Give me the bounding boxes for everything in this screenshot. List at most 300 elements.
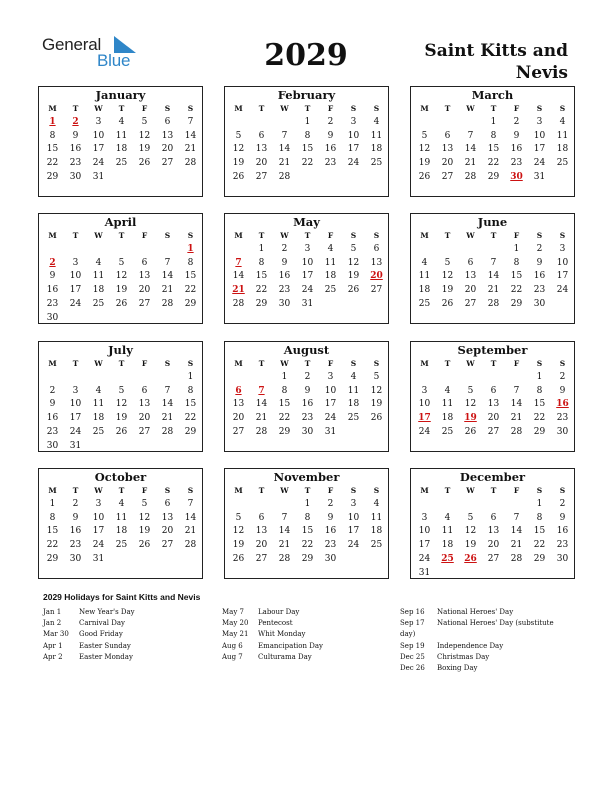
holiday-name: National Heroes' Day	[437, 608, 514, 616]
day-cell: 8	[187, 385, 194, 396]
day-cell: 12	[115, 399, 128, 410]
day-cell: 20	[138, 413, 151, 424]
day-cell: 20	[487, 540, 500, 551]
weekday-header: T	[118, 486, 125, 495]
holiday-row	[400, 618, 570, 640]
day-cell: 21	[255, 413, 268, 424]
holidays-column	[222, 607, 372, 663]
day-cell: 25	[92, 298, 105, 309]
day-cell: 21	[161, 285, 174, 296]
day-cell: 4	[95, 257, 102, 268]
weekday-header: S	[536, 486, 543, 495]
day-cell: 15	[487, 144, 500, 155]
day-cell: 20	[138, 285, 151, 296]
day-cell: 10	[92, 130, 105, 141]
weekday-header: F	[513, 359, 520, 368]
holiday-day-cell: 20	[370, 271, 383, 282]
weekday-header: W	[280, 486, 289, 495]
day-cell: 17	[556, 271, 569, 282]
day-cell: 20	[255, 540, 268, 551]
weekday-header: T	[444, 359, 451, 368]
weekday-header: T	[72, 486, 79, 495]
day-cell: 8	[49, 512, 56, 523]
day-cell: 5	[141, 499, 148, 509]
month-september	[410, 341, 575, 452]
day-cell: 11	[92, 271, 105, 282]
weekday-header: W	[94, 231, 103, 240]
day-cell: 20	[255, 158, 268, 169]
day-cell: 8	[536, 512, 543, 523]
weekday-header: S	[187, 359, 194, 368]
weekday-header: W	[466, 486, 475, 495]
day-cell: 26	[115, 426, 128, 437]
day-cell: 28	[255, 426, 268, 437]
day-cell: 10	[556, 257, 569, 268]
holiday-day-cell: 25	[441, 553, 454, 564]
day-cell: 27	[138, 426, 151, 437]
day-cell: 5	[373, 372, 380, 382]
day-cell: 10	[301, 257, 314, 268]
day-cell: 10	[92, 512, 105, 523]
day-cell: 18	[441, 540, 454, 551]
day-cell: 29	[533, 426, 546, 437]
holiday-name: Emancipation Day	[258, 641, 323, 650]
holiday-name: Good Friday	[79, 630, 123, 639]
day-cell: 5	[141, 117, 148, 127]
day-cell: 9	[559, 512, 566, 523]
day-cell: 20	[161, 526, 174, 537]
day-cell: 31	[533, 171, 546, 182]
day-cell: 12	[347, 257, 360, 268]
day-cell: 28	[510, 553, 523, 564]
day-cell: 21	[161, 413, 174, 424]
day-cell: 14	[161, 271, 174, 282]
day-cell: 28	[278, 171, 291, 182]
day-cell: 17	[301, 271, 314, 282]
day-cell: 31	[92, 171, 105, 182]
day-cell: 4	[373, 117, 380, 127]
day-cell: 18	[441, 413, 454, 424]
day-cell: 17	[347, 526, 360, 537]
day-cell: 2	[513, 117, 520, 127]
day-cell: 5	[235, 512, 242, 523]
holiday-row	[43, 607, 193, 618]
day-cell: 5	[467, 385, 474, 396]
day-cell: 16	[46, 285, 59, 296]
day-cell: 14	[255, 399, 268, 410]
day-cell: 3	[95, 117, 102, 127]
weekday-header: S	[559, 231, 566, 240]
day-cell: 4	[559, 117, 566, 127]
day-cell: 8	[258, 257, 265, 268]
day-cell: 16	[556, 526, 569, 537]
weekday-header: S	[559, 359, 566, 368]
day-cell: 31	[418, 567, 431, 578]
day-cell: 16	[46, 413, 59, 424]
day-cell: 24	[324, 413, 337, 424]
day-cell: 21	[278, 158, 291, 169]
month-december	[410, 468, 575, 579]
holiday-date: Sep 19	[400, 641, 425, 650]
day-cell: 5	[444, 257, 451, 268]
holiday-date: Jan 2	[43, 619, 62, 628]
weekday-header: T	[72, 231, 79, 240]
month-name: January	[95, 88, 146, 102]
day-cell: 15	[255, 271, 268, 282]
day-cell: 7	[164, 385, 171, 396]
holiday-date: Mar 30	[43, 630, 69, 639]
holiday-row	[43, 629, 193, 640]
day-cell: 9	[327, 512, 334, 523]
holiday-name: Labour Day	[258, 608, 300, 616]
day-cell: 15	[301, 526, 314, 537]
month-october	[38, 468, 203, 579]
day-cell: 12	[464, 526, 477, 537]
day-cell: 3	[421, 385, 428, 396]
day-cell: 11	[92, 399, 105, 410]
weekday-header: S	[187, 231, 194, 240]
holiday-name: Independence Day	[437, 641, 504, 650]
day-cell: 28	[232, 298, 245, 309]
holiday-date: Aug 7	[222, 652, 243, 661]
day-cell: 6	[141, 385, 148, 396]
day-cell: 6	[164, 117, 171, 127]
day-cell: 30	[533, 298, 546, 309]
day-cell: 18	[556, 144, 569, 155]
day-cell: 17	[69, 413, 82, 424]
day-cell: 13	[441, 144, 454, 155]
weekday-header: S	[373, 359, 380, 368]
day-cell: 27	[441, 171, 454, 182]
weekday-header: T	[444, 231, 451, 240]
day-cell: 9	[281, 257, 288, 268]
holiday-date: May 7	[222, 608, 244, 616]
day-cell: 13	[255, 144, 268, 155]
weekday-header: S	[350, 231, 357, 240]
day-cell: 11	[441, 399, 454, 410]
holiday-name: Easter Monday	[79, 652, 133, 661]
day-cell: 2	[49, 385, 56, 396]
day-cell: 4	[444, 385, 451, 396]
day-cell: 11	[115, 130, 128, 141]
day-cell: 17	[347, 144, 360, 155]
day-cell: 30	[69, 553, 82, 564]
month-name: November	[273, 470, 340, 484]
day-cell: 25	[324, 285, 337, 296]
weekday-header: W	[466, 231, 475, 240]
holiday-date: Sep 16	[400, 608, 425, 616]
day-cell: 25	[370, 540, 383, 551]
holiday-day-cell: 17	[418, 413, 431, 424]
day-cell: 13	[255, 526, 268, 537]
day-cell: 8	[536, 385, 543, 396]
day-cell: 2	[327, 117, 334, 127]
weekday-header: M	[420, 231, 429, 240]
day-cell: 21	[464, 158, 477, 169]
day-cell: 27	[138, 298, 151, 309]
day-cell: 6	[490, 512, 497, 523]
day-cell: 24	[347, 158, 360, 169]
day-cell: 12	[138, 130, 151, 141]
day-cell: 19	[418, 158, 431, 169]
day-cell: 3	[327, 372, 334, 382]
day-cell: 15	[184, 399, 197, 410]
day-cell: 17	[324, 399, 337, 410]
day-cell: 4	[118, 117, 125, 127]
day-cell: 16	[533, 271, 546, 282]
day-cell: 31	[69, 440, 82, 451]
day-cell: 22	[301, 158, 314, 169]
day-cell: 18	[324, 271, 337, 282]
day-cell: 15	[46, 526, 59, 537]
day-cell: 21	[278, 540, 291, 551]
day-cell: 14	[232, 271, 245, 282]
day-cell: 19	[464, 540, 477, 551]
day-cell: 16	[301, 399, 314, 410]
day-cell: 11	[370, 130, 383, 141]
holiday-name: Easter Sunday	[79, 641, 131, 650]
day-cell: 17	[92, 526, 105, 537]
day-cell: 23	[324, 158, 337, 169]
weekday-header: T	[444, 486, 451, 495]
day-cell: 26	[347, 285, 360, 296]
day-cell: 24	[418, 426, 431, 437]
day-cell: 7	[490, 257, 497, 268]
day-cell: 27	[161, 540, 174, 551]
day-cell: 28	[464, 171, 477, 182]
day-cell: 26	[441, 298, 454, 309]
day-cell: 10	[418, 399, 431, 410]
weekday-header: T	[490, 231, 497, 240]
day-cell: 26	[232, 171, 245, 182]
weekday-header: W	[94, 104, 103, 113]
weekday-header: W	[94, 359, 103, 368]
day-cell: 24	[69, 426, 82, 437]
day-cell: 20	[441, 158, 454, 169]
day-cell: 30	[46, 440, 59, 451]
day-cell: 26	[115, 298, 128, 309]
holiday-date: Apr 1	[43, 641, 63, 650]
day-cell: 4	[444, 512, 451, 523]
day-cell: 18	[115, 144, 128, 155]
day-cell: 9	[513, 130, 520, 141]
day-cell: 13	[464, 271, 477, 282]
month-april	[38, 213, 203, 324]
holiday-name: Whit Monday	[258, 630, 306, 639]
day-cell: 23	[46, 426, 59, 437]
day-cell: 24	[92, 158, 105, 169]
day-cell: 29	[487, 171, 500, 182]
weekday-header: M	[420, 104, 429, 113]
day-cell: 2	[327, 499, 334, 509]
day-cell: 23	[278, 285, 291, 296]
day-cell: 16	[278, 271, 291, 282]
day-cell: 30	[324, 553, 337, 564]
day-cell: 29	[533, 553, 546, 564]
day-cell: 9	[327, 130, 334, 141]
day-cell: 5	[467, 512, 474, 523]
day-cell: 13	[138, 271, 151, 282]
weekday-header: S	[536, 104, 543, 113]
day-cell: 12	[115, 271, 128, 282]
weekday-header: F	[141, 486, 148, 495]
day-cell: 29	[278, 426, 291, 437]
day-cell: 25	[347, 413, 360, 424]
day-cell: 26	[138, 540, 151, 551]
weekday-header: S	[187, 486, 194, 495]
day-cell: 8	[304, 512, 311, 523]
day-cell: 6	[141, 257, 148, 268]
day-cell: 14	[278, 526, 291, 537]
day-cell: 10	[347, 130, 360, 141]
day-cell: 19	[115, 285, 128, 296]
weekday-header: S	[536, 359, 543, 368]
day-cell: 6	[490, 385, 497, 396]
day-cell: 14	[510, 399, 523, 410]
day-cell: 24	[556, 285, 569, 296]
weekday-header: T	[258, 359, 265, 368]
day-cell: 11	[441, 526, 454, 537]
day-cell: 27	[487, 553, 500, 564]
weekday-header: F	[141, 231, 148, 240]
day-cell: 18	[370, 526, 383, 537]
day-cell: 31	[301, 298, 314, 309]
weekday-header: T	[490, 486, 497, 495]
weekday-header: T	[490, 104, 497, 113]
weekday-header: T	[72, 104, 79, 113]
day-cell: 14	[278, 144, 291, 155]
day-cell: 15	[184, 271, 197, 282]
day-cell: 26	[138, 158, 151, 169]
day-cell: 31	[324, 426, 337, 437]
day-cell: 5	[421, 130, 428, 141]
day-cell: 3	[421, 512, 428, 523]
day-cell: 13	[487, 399, 500, 410]
day-cell: 10	[69, 399, 82, 410]
day-cell: 9	[49, 271, 56, 282]
day-cell: 22	[255, 285, 268, 296]
holiday-name: Boxing Day	[437, 664, 478, 673]
day-cell: 2	[536, 244, 543, 254]
day-cell: 9	[49, 399, 56, 410]
day-cell: 6	[164, 499, 171, 509]
logo-word-blue: Blue	[97, 51, 131, 70]
day-cell: 7	[467, 130, 474, 141]
weekday-header: S	[559, 486, 566, 495]
day-cell: 4	[327, 244, 334, 254]
day-cell: 8	[281, 385, 288, 396]
weekday-header: S	[350, 104, 357, 113]
weekday-header: S	[373, 231, 380, 240]
day-cell: 1	[258, 244, 265, 254]
day-cell: 23	[556, 540, 569, 551]
weekday-header: M	[48, 486, 57, 495]
holiday-day-cell: 21	[232, 285, 245, 296]
day-cell: 21	[184, 526, 197, 537]
day-cell: 6	[258, 512, 265, 523]
day-cell: 24	[347, 540, 360, 551]
day-cell: 28	[510, 426, 523, 437]
weekday-header: T	[72, 359, 79, 368]
weekday-header: T	[444, 104, 451, 113]
day-cell: 14	[487, 271, 500, 282]
day-cell: 12	[232, 144, 245, 155]
day-cell: 6	[444, 130, 451, 141]
day-cell: 1	[281, 372, 288, 382]
day-cell: 22	[278, 413, 291, 424]
day-cell: 7	[513, 385, 520, 396]
day-cell: 9	[72, 512, 79, 523]
day-cell: 23	[301, 413, 314, 424]
day-cell: 19	[115, 413, 128, 424]
day-cell: 27	[255, 171, 268, 182]
day-cell: 24	[92, 540, 105, 551]
day-cell: 28	[161, 426, 174, 437]
weekday-header: S	[164, 231, 171, 240]
day-cell: 29	[46, 553, 59, 564]
holiday-day-cell: 1	[187, 244, 194, 254]
weekday-header: S	[373, 104, 380, 113]
weekday-header: T	[258, 231, 265, 240]
day-cell: 2	[304, 372, 311, 382]
holiday-date: May 21	[222, 630, 249, 639]
day-cell: 15	[301, 144, 314, 155]
day-cell: 25	[92, 426, 105, 437]
weekday-header: S	[536, 231, 543, 240]
day-cell: 14	[510, 526, 523, 537]
day-cell: 25	[418, 298, 431, 309]
day-cell: 5	[235, 130, 242, 141]
holiday-day-cell: 7	[235, 257, 242, 268]
weekday-header: T	[118, 359, 125, 368]
holiday-day-cell: 7	[258, 385, 265, 396]
day-cell: 1	[304, 117, 311, 127]
day-cell: 5	[118, 385, 125, 396]
day-cell: 18	[347, 399, 360, 410]
day-cell: 8	[49, 130, 56, 141]
weekday-header: M	[234, 231, 243, 240]
weekday-header: T	[304, 231, 311, 240]
day-cell: 8	[304, 130, 311, 141]
weekday-header: M	[48, 231, 57, 240]
weekday-header: F	[327, 231, 334, 240]
day-cell: 21	[510, 413, 523, 424]
day-cell: 4	[421, 257, 428, 268]
weekday-header: T	[490, 359, 497, 368]
day-cell: 17	[418, 540, 431, 551]
month-november	[224, 468, 389, 579]
day-cell: 16	[324, 526, 337, 537]
day-cell: 11	[115, 512, 128, 523]
day-cell: 7	[164, 257, 171, 268]
day-cell: 12	[441, 271, 454, 282]
month-may	[224, 213, 389, 324]
day-cell: 22	[510, 285, 523, 296]
day-cell: 9	[72, 130, 79, 141]
day-cell: 22	[533, 540, 546, 551]
weekday-header: M	[48, 359, 57, 368]
month-name: April	[104, 215, 137, 229]
day-cell: 28	[278, 553, 291, 564]
day-cell: 22	[46, 158, 59, 169]
day-cell: 8	[187, 257, 194, 268]
day-cell: 22	[184, 285, 197, 296]
day-cell: 8	[490, 130, 497, 141]
day-cell: 10	[533, 130, 546, 141]
day-cell: 17	[69, 285, 82, 296]
day-cell: 23	[556, 413, 569, 424]
day-cell: 15	[533, 399, 546, 410]
